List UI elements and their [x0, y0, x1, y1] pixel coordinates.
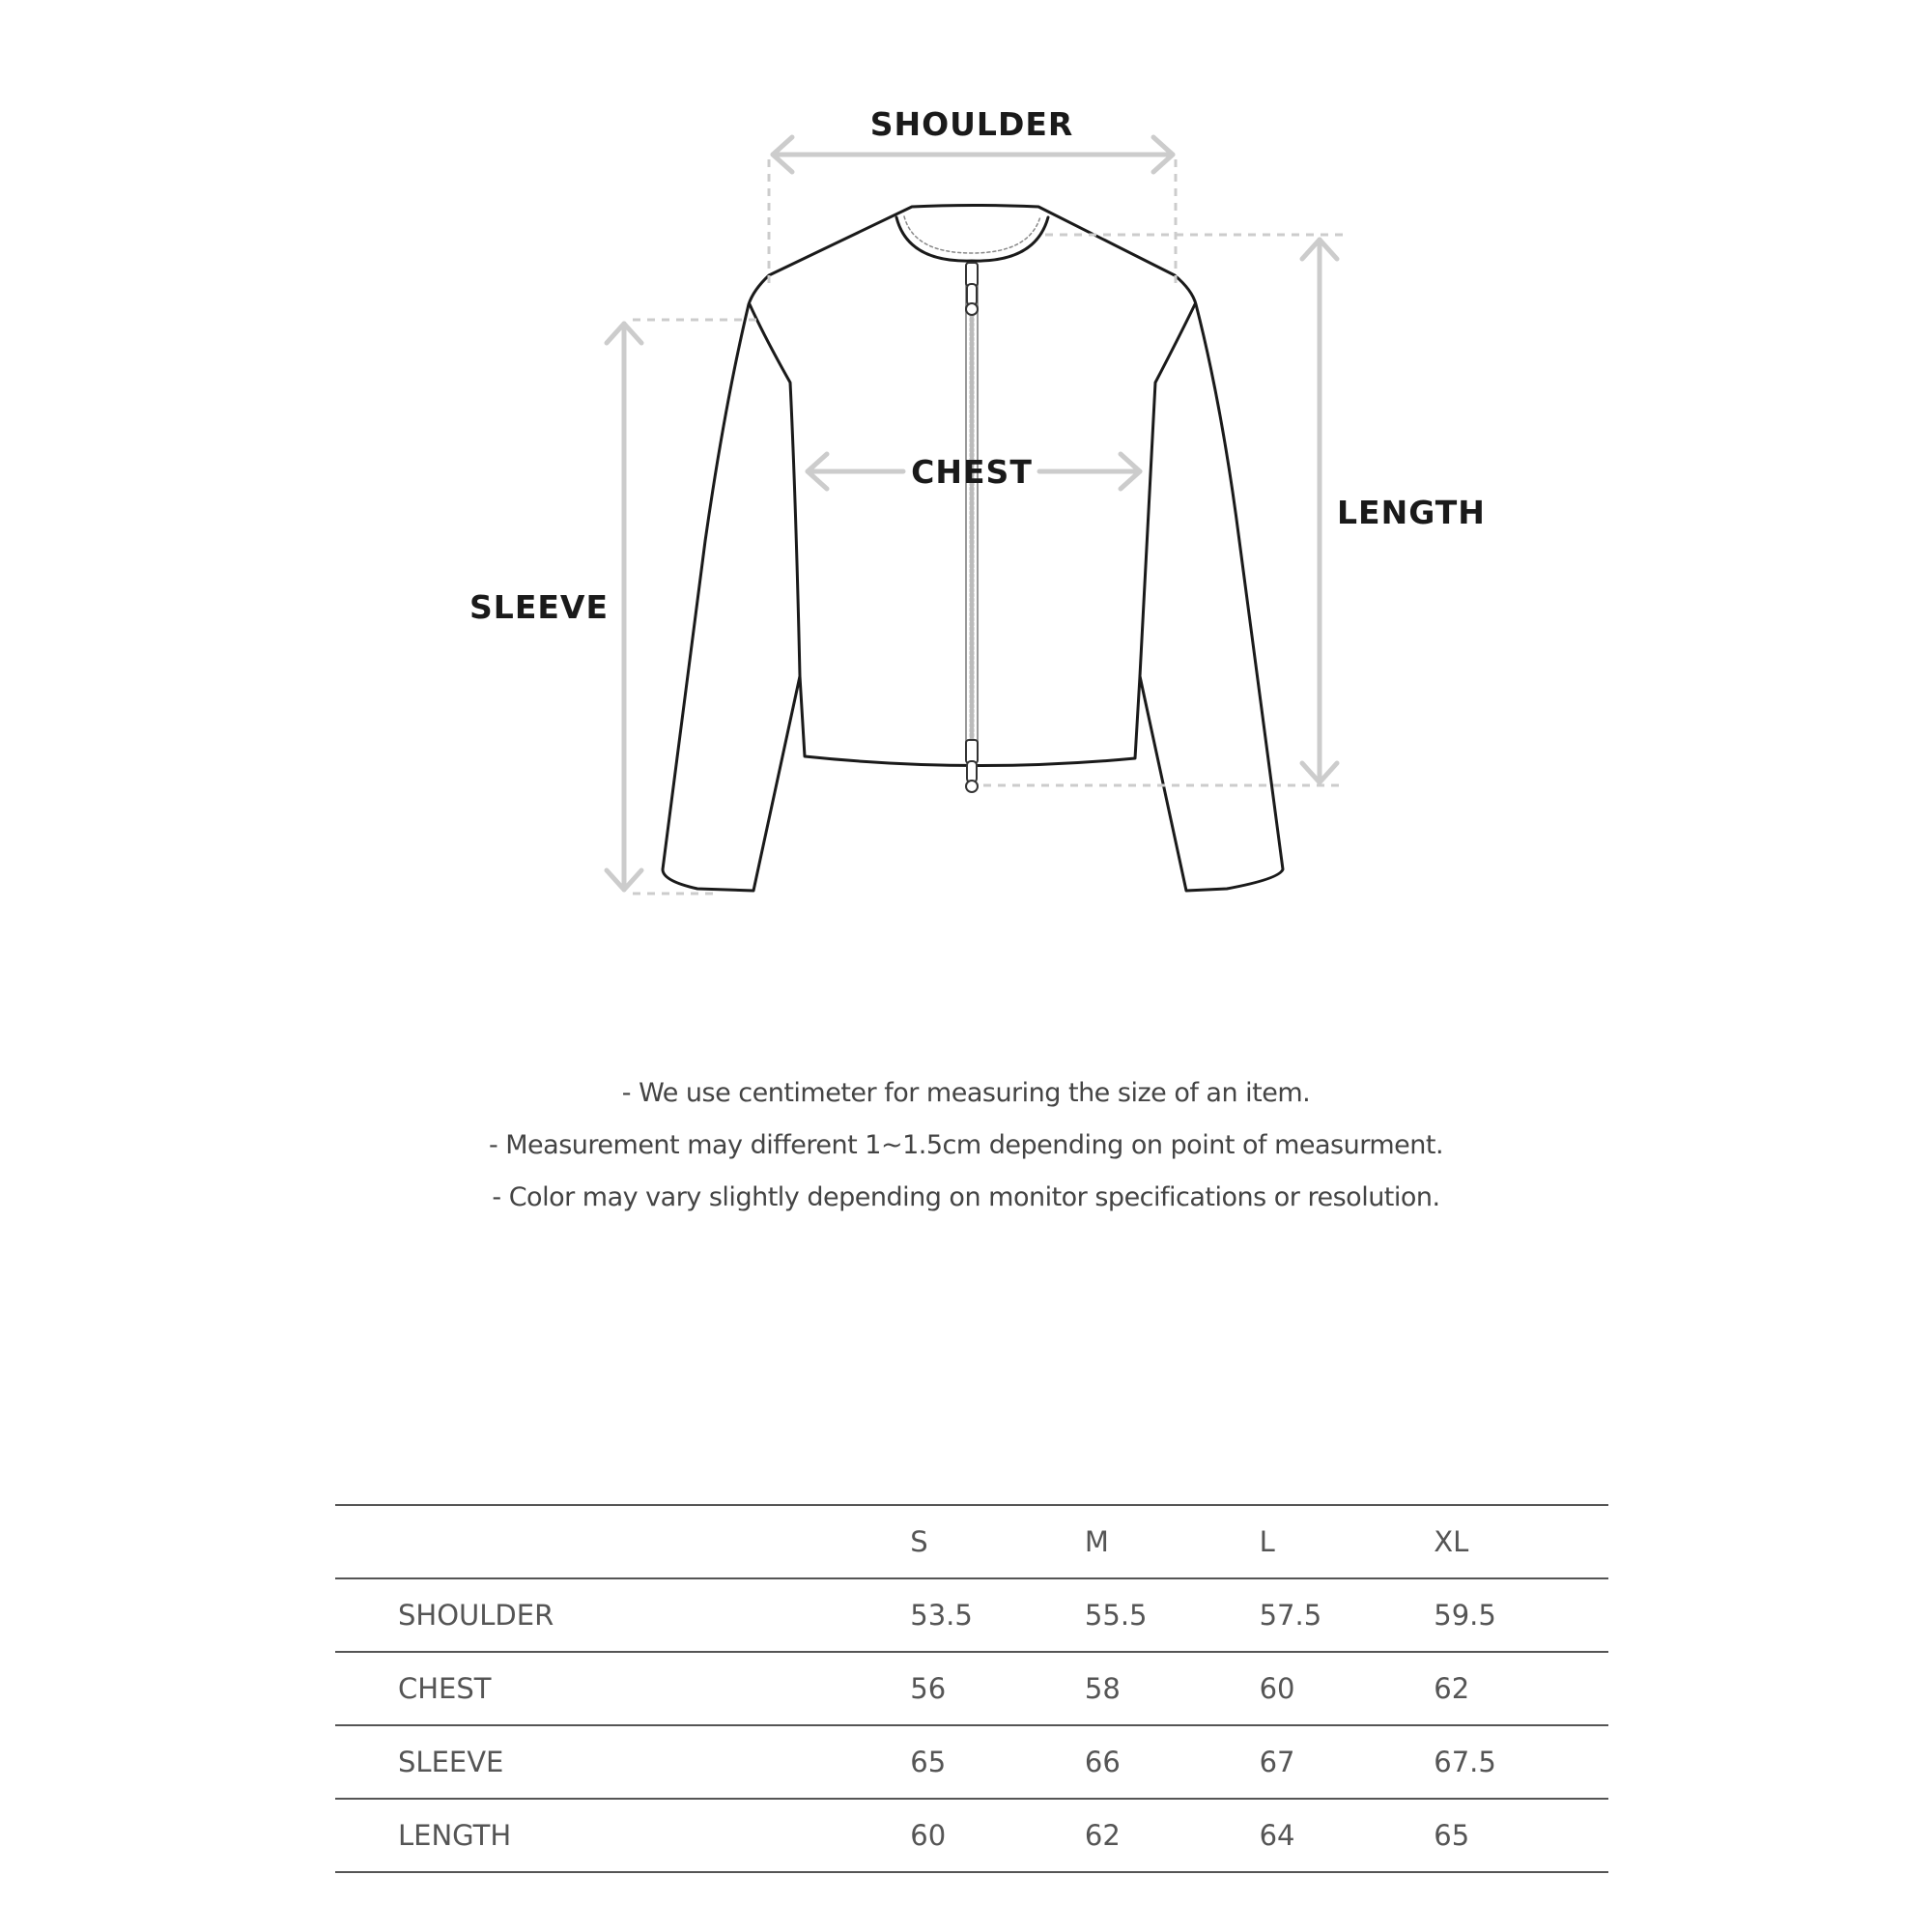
- row-label-length: LENGTH: [335, 1799, 910, 1872]
- table-cell: 58: [1085, 1652, 1260, 1725]
- table-cell: 62: [1085, 1799, 1260, 1872]
- table-cell: 64: [1260, 1799, 1435, 1872]
- row-label-shoulder: SHOULDER: [335, 1578, 910, 1652]
- row-label-chest: CHEST: [335, 1652, 910, 1725]
- table-cell: 66: [1085, 1725, 1260, 1799]
- chest-label: CHEST: [911, 453, 1033, 491]
- table-cell: 67: [1260, 1725, 1435, 1799]
- table-cell: 60: [910, 1799, 1085, 1872]
- note-line: - Color may vary slightly depending on monitor specifications or resolution.: [492, 1182, 1440, 1212]
- table-cell: 65: [1434, 1799, 1608, 1872]
- table-cell: 53.5: [910, 1578, 1085, 1652]
- note-line: - We use centimeter for measuring the size of an item.: [621, 1078, 1311, 1108]
- table-cell: 60: [1260, 1652, 1435, 1725]
- row-label-sleeve: SLEEVE: [335, 1725, 910, 1799]
- table-cell: 57.5: [1260, 1578, 1435, 1652]
- sleeve-arrow: [607, 324, 641, 890]
- note-line: - Measurement may different 1~1.5cm depending on point of measurment.: [488, 1130, 1444, 1160]
- table-cell: 56: [910, 1652, 1085, 1725]
- table-cell: 59.5: [1434, 1578, 1608, 1652]
- header-empty-cell: [335, 1505, 910, 1578]
- shoulder-label: SHOULDER: [869, 105, 1074, 143]
- table-cell: 55.5: [1085, 1578, 1260, 1652]
- sleeve-label: SLEEVE: [469, 588, 609, 626]
- table-cell: 67.5: [1434, 1725, 1608, 1799]
- jacket-outline: [663, 206, 1283, 892]
- table-cell: 65: [910, 1725, 1085, 1799]
- table-row: [335, 1725, 1608, 1799]
- header-size-m: M: [1085, 1505, 1260, 1578]
- table-row: [335, 1799, 1608, 1872]
- table-cell: 62: [1434, 1652, 1608, 1725]
- table-row: [335, 1578, 1608, 1652]
- header-size-l: L: [1260, 1505, 1435, 1578]
- table-row: [335, 1652, 1608, 1725]
- size-chart-table: [335, 1504, 1608, 1873]
- table-header-row: [335, 1505, 1608, 1578]
- header-size-xl: XL: [1434, 1505, 1608, 1578]
- length-label: LENGTH: [1337, 494, 1486, 531]
- length-arrow: [1302, 240, 1337, 782]
- measurement-notes: [0, 1067, 1932, 1224]
- header-size-s: S: [910, 1505, 1085, 1578]
